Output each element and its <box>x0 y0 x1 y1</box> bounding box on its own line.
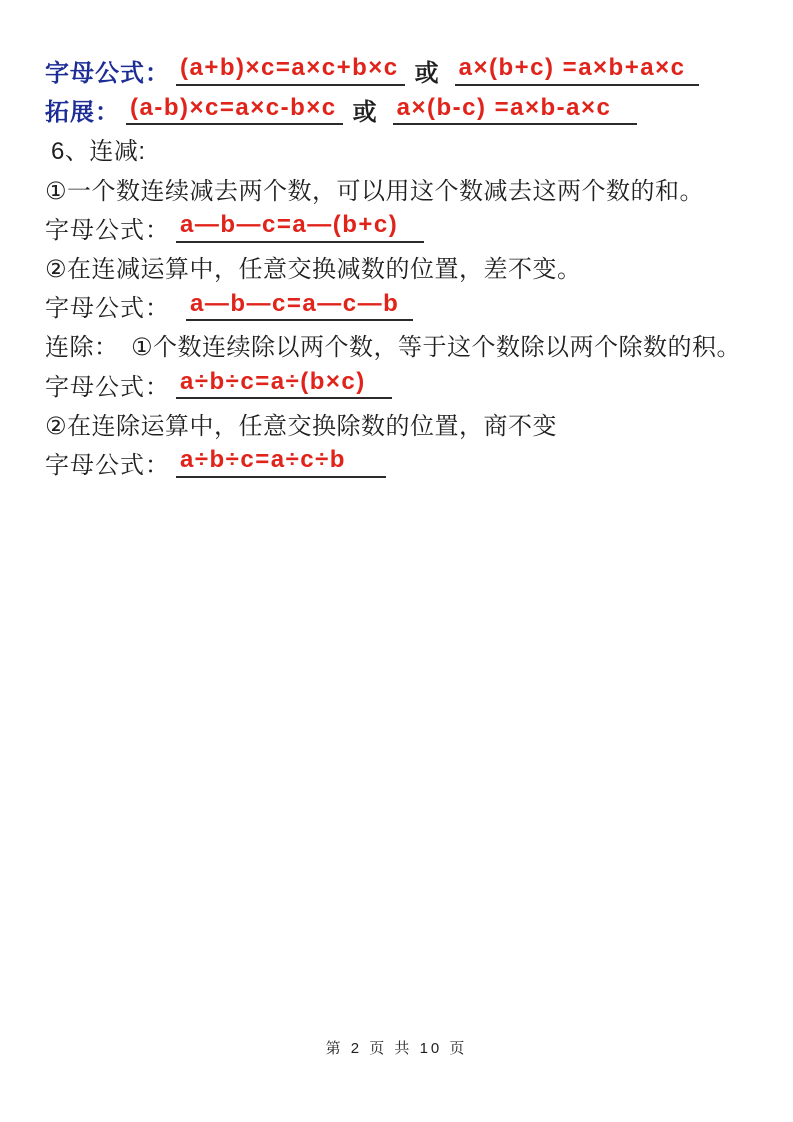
rule-text-line <box>45 404 769 443</box>
formula-line-subtraction-swap <box>45 286 769 325</box>
section-heading <box>45 129 769 168</box>
formula-line-subtraction-sum <box>45 208 769 247</box>
formula-text: a×(b-c) =a×b-a×c <box>393 95 638 125</box>
formula-line-extension <box>45 90 769 129</box>
formula-text: a—b—c=a—c—b <box>186 291 413 321</box>
formula-label: 字母公式： <box>45 60 170 88</box>
rule-text: 连除： ①个数连续除以两个数，等于这个数除以两个除数的积。 <box>45 334 742 362</box>
formula-text: a—b—c=a—(b+c) <box>176 212 424 242</box>
rule-text-line <box>45 169 769 208</box>
page-footer: 第 2 页 共 10 页 <box>325 1040 468 1057</box>
formula-label: 字母公式： <box>45 373 170 401</box>
or-connector: 或 <box>414 60 439 88</box>
formula-line-division-product <box>45 365 769 404</box>
formula-text: (a-b)×c=a×c-b×c <box>126 95 343 125</box>
formula-text: a÷b÷c=a÷c÷b <box>176 447 386 477</box>
rule-text: ②在连减运算中，任意交换减数的位置，差不变。 <box>45 256 582 284</box>
or-connector: 或 <box>352 99 377 127</box>
rule-text: ①一个数连续减去两个数，可以用这个数减去这两个数的和。 <box>45 177 705 205</box>
formula-label: 拓展： <box>45 99 120 127</box>
heading-text: 6、连减: <box>51 138 146 166</box>
formula-label: 字母公式： <box>45 451 170 479</box>
formula-label: 字母公式： <box>45 216 170 244</box>
rule-text-line <box>45 325 769 364</box>
formula-text: (a+b)×c=a×c+b×c <box>176 55 405 85</box>
formula-line-distributive <box>45 51 769 90</box>
rule-text-line <box>45 247 769 286</box>
formula-label: 字母公式： <box>45 295 170 323</box>
formula-line-division-swap <box>45 443 769 482</box>
formula-text: a÷b÷c=a÷(b×c) <box>176 369 392 399</box>
document-body <box>45 51 769 482</box>
rule-text: ②在连除运算中，任意交换除数的位置，商不变 <box>45 412 558 440</box>
formula-text: a×(b+c) =a×b+a×c <box>455 55 700 85</box>
